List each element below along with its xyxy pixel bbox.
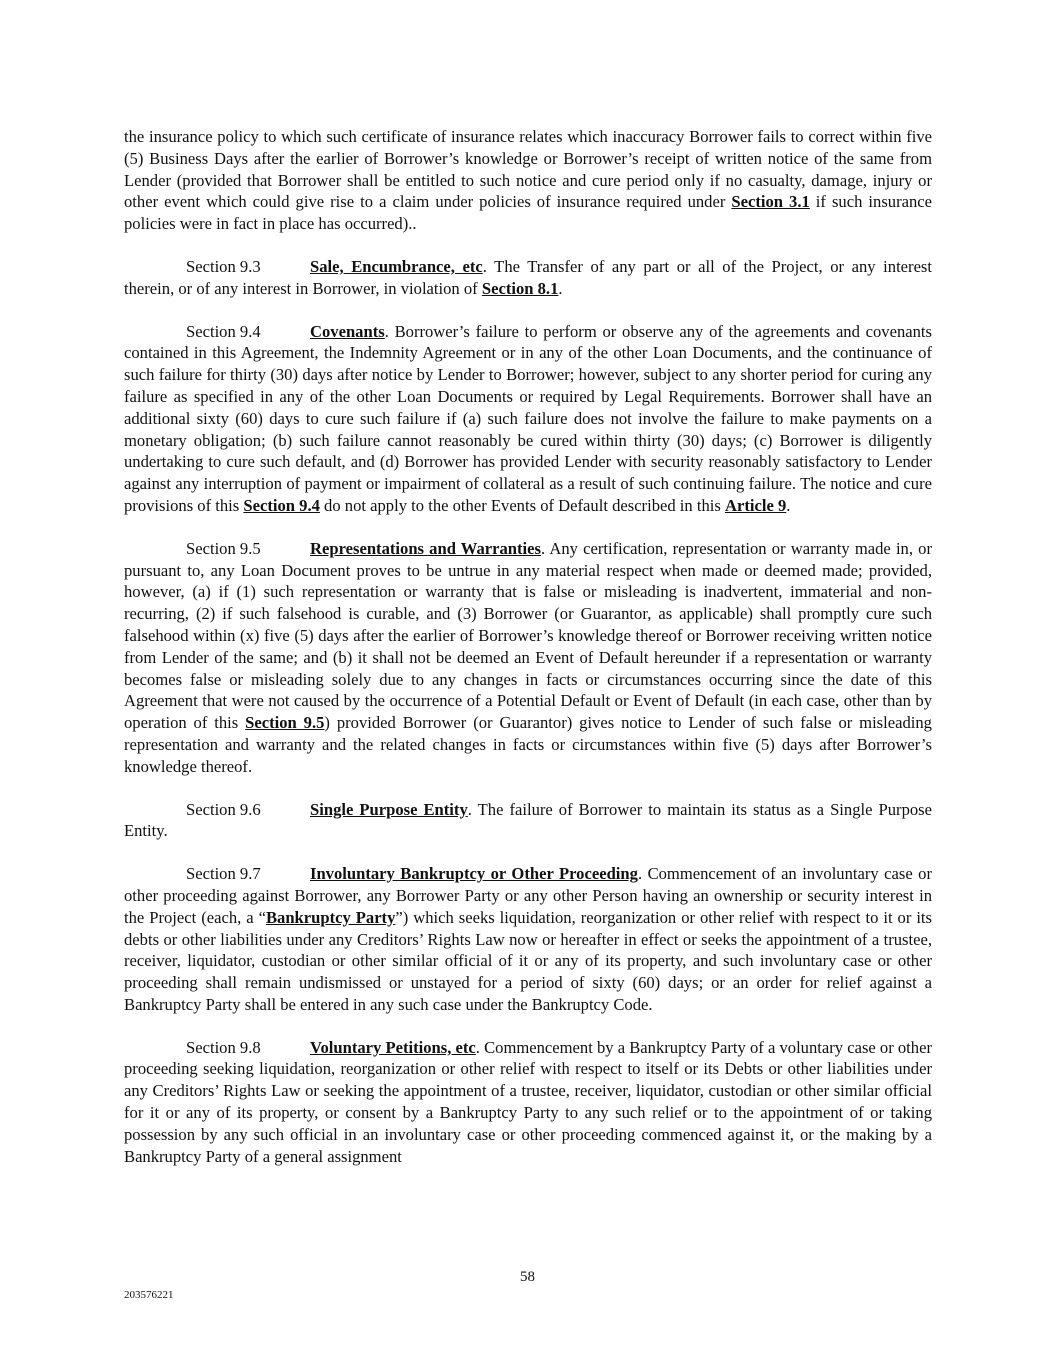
document-id: 203576221 (124, 1289, 174, 1301)
section-number: Section 9.3 (186, 256, 261, 276)
cross-reference: Section 8.1 (481, 278, 559, 298)
cross-reference: Section 3.1 (731, 192, 810, 212)
section-heading: Voluntary Petitions, etc (310, 1037, 476, 1057)
section-9-8: Section 9.8 Voluntary Petitions, etc. Commencement by a Bankruptcy Party of a voluntary case or other proceeding seeking liquidation, reorganization or other relief with respect to itself or its Debts or other liabilities under any Creditors’ Rights Law or seeking the appointment of a trustee, receiver, liquidator, custodian or other similar official for it or any of its property, or consent by a Bankruptcy Party to any such relief or to the appointment of or taking possession by any such official in an involuntary case or other proceeding commenced against it, or the making by a Bankruptcy Party of a general assignment (124, 1037, 932, 1166)
section-heading: Involuntary Bankruptcy or Other Proceeding (310, 864, 638, 884)
section-heading: Covenants (310, 321, 385, 341)
cross-reference: Section 9.5 (245, 713, 325, 733)
section-9-5: Section 9.5 Representations and Warranties. Any certification, representation or warranty made in, or pursuant to, any Loan Document proves to be untrue in any material respect when made or deemed made; provided, however, (a) if (1) such representation or warranty that is false or misleading is inadvertent, immaterial and non-recurring, (2) if such falsehood is curable, and (3) Borrower (or Guarantor, as applicable) shall promptly cure such falsehood within (x) five (5) days after the earlier of Borrower’s knowledge thereof or Borrower receiving written notice from Lender of the same; and (b) it shall not be deemed an Event of Default hereunder if a representation or warranty becomes false or misleading solely due to any changes in facts or circumstances occurring since the date of this Agreement that were not caused by the occurrence of a Potential Default or Event of Default (in each case, other than by operation of this Section 9.5) provided Borrower (or Guarantor) gives notice to Lender of such false or misleading representation and warranty and the related changes in facts or circumstances within five (5) days after Borrower’s knowledge thereof. (124, 538, 932, 776)
cross-reference: Article 9 (724, 495, 787, 515)
section-heading: Sale, Encumbrance, etc (310, 256, 483, 276)
section-heading: Representations and Warranties (310, 538, 541, 558)
section-number: Section 9.5 (186, 538, 261, 558)
section-heading: Single Purpose Entity (310, 799, 468, 819)
cross-reference: Section 9.4 (243, 495, 320, 515)
page-number: 58 (520, 1269, 535, 1285)
defined-term: Bankruptcy Party (265, 907, 396, 927)
section-9-6: Section 9.6 Single Purpose Entity. The failure of Borrower to maintain its status as a Single Purpose Entity. (124, 799, 932, 841)
section-9-7: Section 9.7 Involuntary Bankruptcy or Other Proceeding. Commencement of an involuntary case or other proceeding against Borrower, any Borrower Party or any other Person having an ownership or security interest in the Project (each, a “Bankruptcy Party”) which seeks liquidation, reorganization or other relief with respect to it or its debts or other liabilities under any Creditors’ Rights Law now or hereafter in effect or seeks the appointment of a trustee, receiver, liquidator, custodian or other similar official of it or any of its property, and such involuntary case or other proceeding shall remain undismissed or unstayed for a period of sixty (60) days; or an order for relief against a Bankruptcy Party shall be entered in any such case under the Bankruptcy Code. (124, 864, 933, 1014)
section-9-4: Section 9.4 Covenants. Borrower’s failure to perform or observe any of the agreements and covenants contained in this Agreement, the Indemnity Agreement or in any of the other Loan Documents, and the continuance of such failure for thirty (30) days after notice by Lender to Borrower; however, subject to any shorter period for curing any failure as specified in any of the other Loan Documents or required by Legal Requirements. Borrower shall have an additional sixty (60) days to cure such failure if (a) such failure does not involve the failure to make payments on a monetary obligation; (b) such failure cannot reasonably be cured within thirty (30) days; (c) Borrower is diligently undertaking to cure such default, and (d) Borrower has provided Lender with security reasonably satisfactory to Lender against any interruption of payment or impairment of collateral as a result of such continuing failure. The notice and cure provisions of this Section 9.4 do not apply to the other Events of Default described in this Article 9. (124, 321, 932, 515)
document-body (124, 126, 932, 1188)
section-number: Section 9.4 (186, 321, 261, 341)
section-number: Section 9.6 (186, 799, 261, 819)
paragraph-continuation: the insurance policy to which such certificate of insurance relates which inaccuracy Borrower fails to correct within five (5) Business Days after the earlier of Borrower’s knowledge or Borrower’s receipt of written notice of the same from Lender (provided that Borrower shall be entitled to such notice and cure period only if no casualty, damage, injury or other event which could give rise to a claim under policies of insurance required under Section 3.1 if such insurance policies were in fact in place has occurred).. (124, 127, 932, 234)
section-number: Section 9.8 (186, 1037, 261, 1057)
section-number: Section 9.7 (186, 864, 261, 884)
section-9-3: Section 9.3 Sale, Encumbrance, etc. The Transfer of any part or all of the Project, or any interest therein, or of any interest in Borrower, in violation of Section 8.1. (124, 256, 932, 298)
